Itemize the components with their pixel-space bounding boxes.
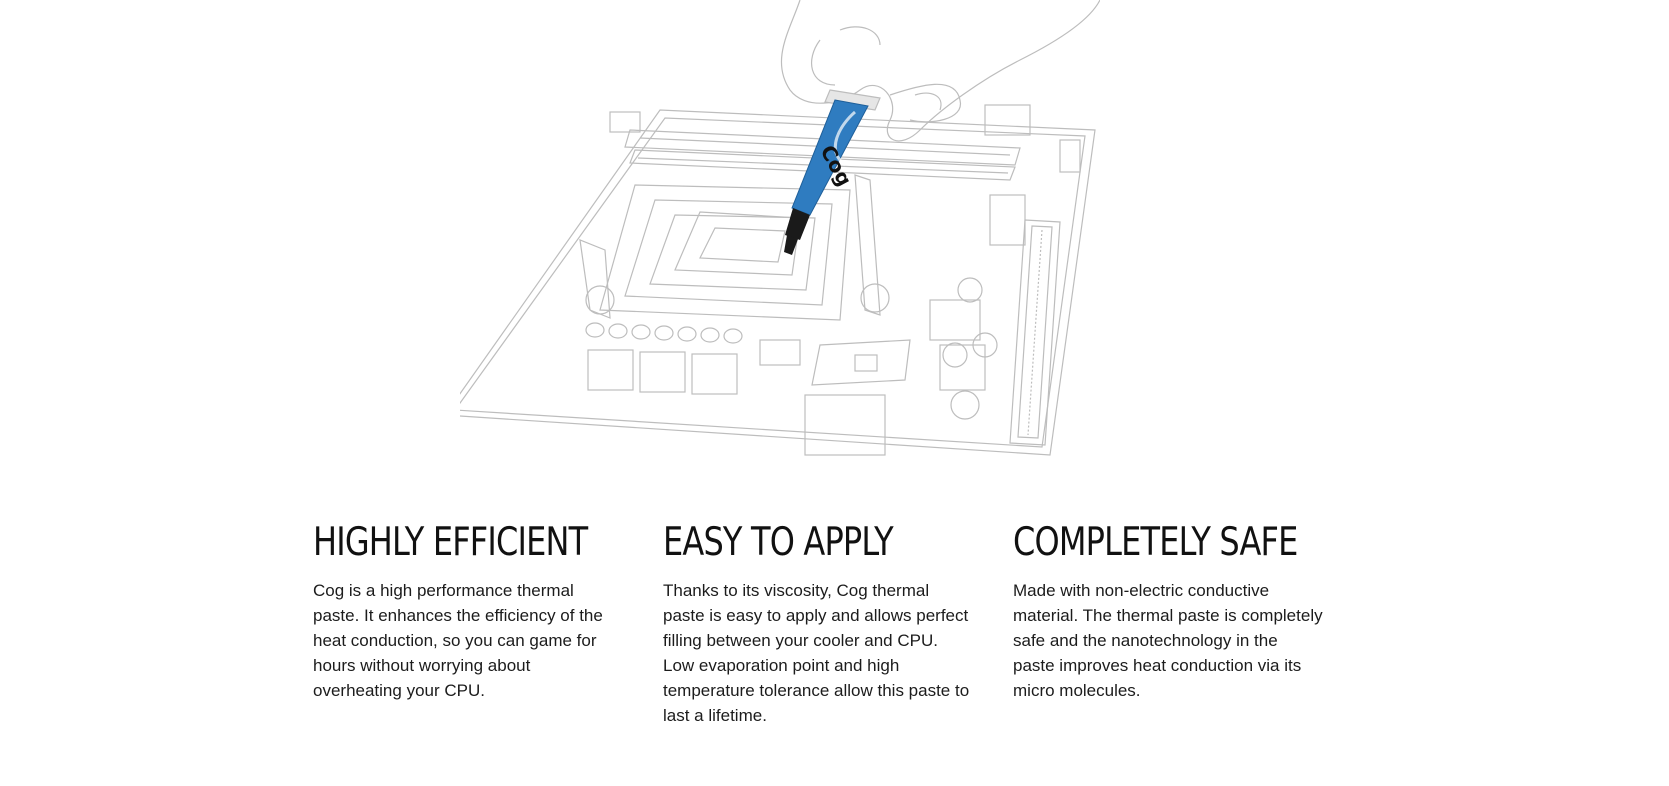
- motherboard-illustration: [460, 0, 1100, 470]
- feature-highly-efficient: [313, 520, 663, 728]
- syringe-brand-label: Cog: [815, 141, 857, 191]
- pcie-slot: [1010, 220, 1060, 445]
- feature-description: Made with non-electric conductive material. The thermal paste is completely safe and the nanotechnology in the paste improves heat conduction via its micro molecules.: [1013, 581, 1323, 700]
- capacitor-row: [586, 323, 742, 343]
- feature-description: Thanks to its viscosity, Cog thermal paste is easy to apply and allows perfect filling between your cooler and CPU. Low evaporation point and high temperature tolerance allow this paste to last a lifetime.: [663, 581, 970, 725]
- features-section: [313, 520, 1363, 728]
- motherboard-board: [460, 110, 1095, 455]
- feature-description: Cog is a high performance thermal paste. It enhances the efficiency of the heat conduction, so you can game for hours without worrying about overheating your CPU.: [313, 581, 603, 700]
- feature-title: HIGHLY EFFICIENT: [313, 520, 588, 565]
- cpu-chip: [675, 212, 800, 275]
- thermal-paste-application-illustration: [460, 0, 1100, 470]
- feature-title: COMPLETELY SAFE: [1013, 520, 1298, 565]
- feature-easy-to-apply: [663, 520, 1013, 728]
- feature-title: EASY TO APPLY: [663, 520, 893, 565]
- feature-completely-safe: [1013, 520, 1363, 728]
- thermal-paste-syringe: [784, 90, 880, 255]
